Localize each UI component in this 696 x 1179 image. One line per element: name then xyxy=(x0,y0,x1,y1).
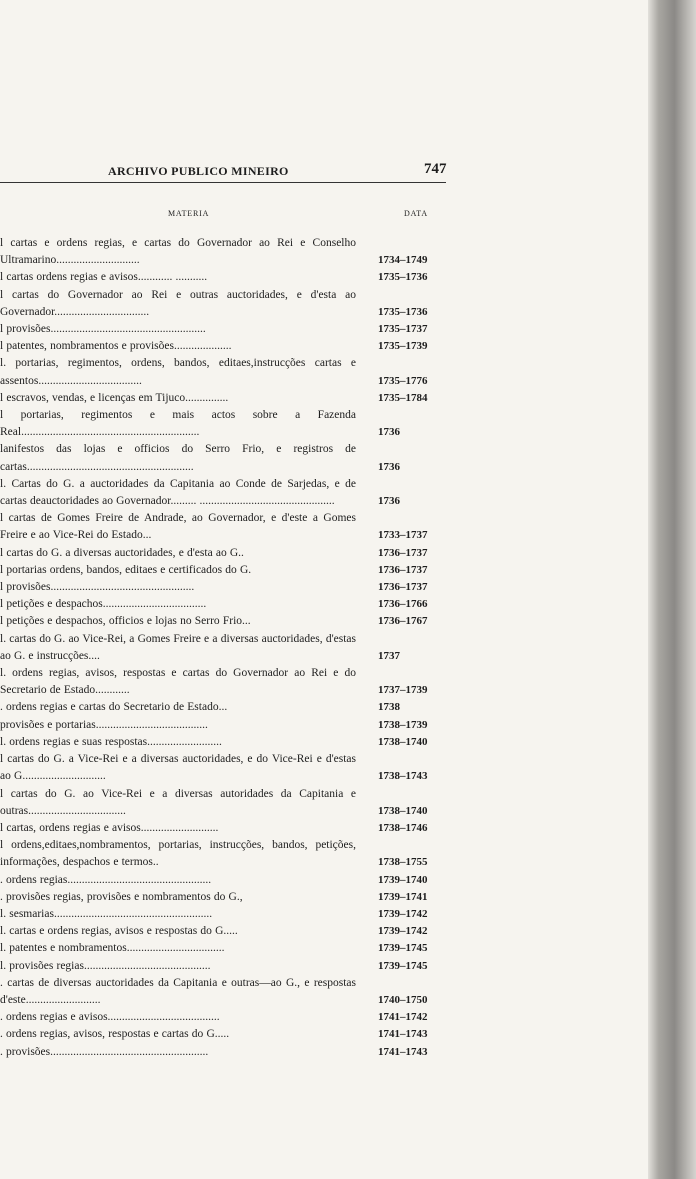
entry-subject: l. ordens regias, avisos, respostas e cartas do Governador ao Rei e do Secretario de Estado............ xyxy=(0,667,356,697)
entry-subject: l ordens,editaes,nombramentos, portarias, instrucções, bandos, petições, informações, despachos e termos.. xyxy=(0,839,356,869)
column-header-materia: MATERIA xyxy=(168,209,210,218)
entry-subject: . ordens regias.................................................. xyxy=(0,873,212,886)
entry-date: 1735–1776 xyxy=(378,374,428,387)
entry-subject: l portarias ordens, bandos, editaes e certificados do G. xyxy=(0,563,252,576)
entry-date: 1739–1741 xyxy=(378,890,428,903)
entry-subject: l cartas do Governador ao Rei e outras auctoridades, e d'esta ao Governador................................. xyxy=(0,288,356,318)
entry-date: 1735–1736 xyxy=(378,271,428,284)
entry-subject: l cartas e ordens regias, e cartas do Governador ao Rei e Conselho Ultramarino............................. xyxy=(0,237,356,267)
index-entry xyxy=(0,820,460,837)
index-entry xyxy=(0,510,460,544)
entry-date: 1736–1737 xyxy=(378,581,428,594)
entry-subject: l portarias, regimentos e mais actos sobre a Fazenda Real.............................................................. xyxy=(0,409,356,439)
entry-date: 1738–1740 xyxy=(378,804,428,817)
index-entry xyxy=(0,1044,460,1061)
index-entry xyxy=(0,699,460,716)
index-entry xyxy=(0,355,460,389)
index-entry xyxy=(0,407,460,441)
index-entry xyxy=(0,975,460,1009)
entry-date: 1735–1784 xyxy=(378,391,428,404)
entry-subject: l. patentes e nombramentos.................................. xyxy=(0,942,225,955)
entry-date: 1738–1743 xyxy=(378,770,428,783)
column-header-data: DATA xyxy=(404,209,428,218)
entry-date: 1733–1737 xyxy=(378,529,428,542)
entry-subject: l. ordens regias e suas respostas.......................... xyxy=(0,735,222,748)
index-entry xyxy=(0,940,460,957)
index-entry xyxy=(0,613,460,630)
index-entry xyxy=(0,665,460,699)
entry-date: 1741–1742 xyxy=(378,1011,428,1024)
entry-date: 1734–1749 xyxy=(378,254,428,267)
entry-date: 1736–1737 xyxy=(378,563,428,576)
entry-subject: l. provisões regias............................................ xyxy=(0,959,211,972)
entry-date: 1739–1742 xyxy=(378,907,428,920)
entry-date: 1736–1767 xyxy=(378,615,428,628)
entry-subject: l petições e despachos.................................... xyxy=(0,598,207,611)
entry-date: 1738 xyxy=(378,701,400,714)
entry-subject: l provisões...................................................... xyxy=(0,323,206,336)
entry-date: 1739–1745 xyxy=(378,959,428,972)
entry-subject: l cartas do G. ao Vice-Rei e a diversas autoridades da Capitania e outras.................................. xyxy=(0,787,356,817)
index-entry xyxy=(0,751,460,785)
entry-date: 1735–1737 xyxy=(378,323,428,336)
index-entry xyxy=(0,889,460,906)
entry-subject: provisões e portarias....................................... xyxy=(0,718,208,731)
index-entry xyxy=(0,476,460,510)
index-entry xyxy=(0,837,460,871)
entry-subject: l cartas do G. a Vice-Rei e a diversas auctoridades, e do Vice-Rei e d'estas ao G............................. xyxy=(0,753,356,783)
index-entry xyxy=(0,786,460,820)
entry-subject: l cartas ordens regias e avisos............ ........... xyxy=(0,271,208,284)
entry-subject: l escravos, vendas, e licenças em Tijuco............... xyxy=(0,391,229,404)
index-entry xyxy=(0,579,460,596)
index-entry xyxy=(0,717,460,734)
entry-subject: l cartas, ordens regias e avisos........................... xyxy=(0,821,219,834)
index-entry xyxy=(0,872,460,889)
index-entry xyxy=(0,1009,460,1026)
entry-date: 1736–1766 xyxy=(378,598,428,611)
entry-date: 1739–1745 xyxy=(378,942,428,955)
page-number: 747 xyxy=(424,161,447,177)
index-entry xyxy=(0,596,460,613)
entry-subject: l. Cartas do G. a auctoridades da Capitania ao Conde de Sarjedas, e de cartas deauctoridades ao Governador......... ............................................... xyxy=(0,477,356,508)
entry-date: 1739–1742 xyxy=(378,925,428,938)
entry-date: 1741–1743 xyxy=(378,1028,428,1041)
entry-subject: l cartas do G. a diversas auctoridades, e d'esta ao G.. xyxy=(0,546,244,559)
index-entry xyxy=(0,545,460,562)
index-entry xyxy=(0,441,460,475)
entry-subject: . provisões....................................................... xyxy=(0,1045,209,1058)
entry-subject: . ordens regias e avisos....................................... xyxy=(0,1011,220,1024)
entry-subject: l provisões.................................................. xyxy=(0,581,195,594)
book-binding-edge xyxy=(648,0,696,1179)
entry-subject: . provisões regias, provisões e nombramentos do G., xyxy=(0,890,243,903)
index-entry xyxy=(0,562,460,579)
index-entry xyxy=(0,321,460,338)
entry-subject: . cartas de diversas auctoridades da Capitania e outras—ao G., e respostas d'este.......................... xyxy=(0,976,356,1006)
index-entry xyxy=(0,734,460,751)
entry-date: 1737–1739 xyxy=(378,684,428,697)
entry-subject: l. cartas do G. ao Vice-Rei, a Gomes Freire e a diversas auctoridades, d'estas ao G. e instrucções.... xyxy=(0,632,356,662)
entry-date: 1741–1743 xyxy=(378,1045,428,1058)
index-entry xyxy=(0,906,460,923)
entry-date: 1738–1740 xyxy=(378,735,428,748)
entry-subject: . ordens regias, avisos, respostas e cartas do G..... xyxy=(0,1028,230,1041)
page-header xyxy=(0,160,455,184)
entry-date: 1740–1750 xyxy=(378,993,428,1006)
entry-subject: l patentes, nombramentos e provisões.................... xyxy=(0,340,232,353)
index-entry xyxy=(0,958,460,975)
entry-date: 1738–1755 xyxy=(378,856,428,869)
index-entry xyxy=(0,1026,460,1043)
entry-date: 1737 xyxy=(378,649,400,662)
entry-subject: l cartas de Gomes Freire de Andrade, ao Governador, e d'este a Gomes Freire e ao Vice-Rei do Estado... xyxy=(0,512,356,542)
entry-date: 1736 xyxy=(378,460,400,473)
entry-date: 1736 xyxy=(378,426,400,439)
index-entry xyxy=(0,338,460,355)
entry-subject: . ordens regias e cartas do Secretario de Estado... xyxy=(0,701,228,714)
entry-subject: l. cartas e ordens regias, avisos e respostas do G..... xyxy=(0,925,238,938)
entry-subject: l. portarias, regimentos, ordens, bandos, editaes,instrucções cartas e assentos.................................... xyxy=(0,357,356,387)
index-entry xyxy=(0,269,460,286)
entry-date: 1739–1740 xyxy=(378,873,428,886)
entry-subject: lanifestos das lojas e officios do Serro Frio, e registros de cartas.......................................................... xyxy=(0,443,356,473)
entry-date: 1735–1736 xyxy=(378,305,428,318)
entry-date: 1735–1739 xyxy=(378,340,428,353)
entry-date: 1736–1737 xyxy=(378,546,428,559)
index-entry xyxy=(0,923,460,940)
entry-subject: l. sesmarias....................................................... xyxy=(0,907,213,920)
header-rule xyxy=(0,182,446,183)
index-entry xyxy=(0,390,460,407)
entry-subject: l petições e despachos, officios e lojas no Serro Frio... xyxy=(0,615,251,628)
index-entry xyxy=(0,631,460,665)
entry-date: 1738–1739 xyxy=(378,718,428,731)
index-entry xyxy=(0,235,460,269)
running-title: ARCHIVO PUBLICO MINEIRO xyxy=(108,164,289,178)
index-entry xyxy=(0,287,460,321)
index-entries xyxy=(0,235,460,1061)
entry-date: 1736 xyxy=(378,495,400,508)
entry-date: 1738–1746 xyxy=(378,821,428,834)
